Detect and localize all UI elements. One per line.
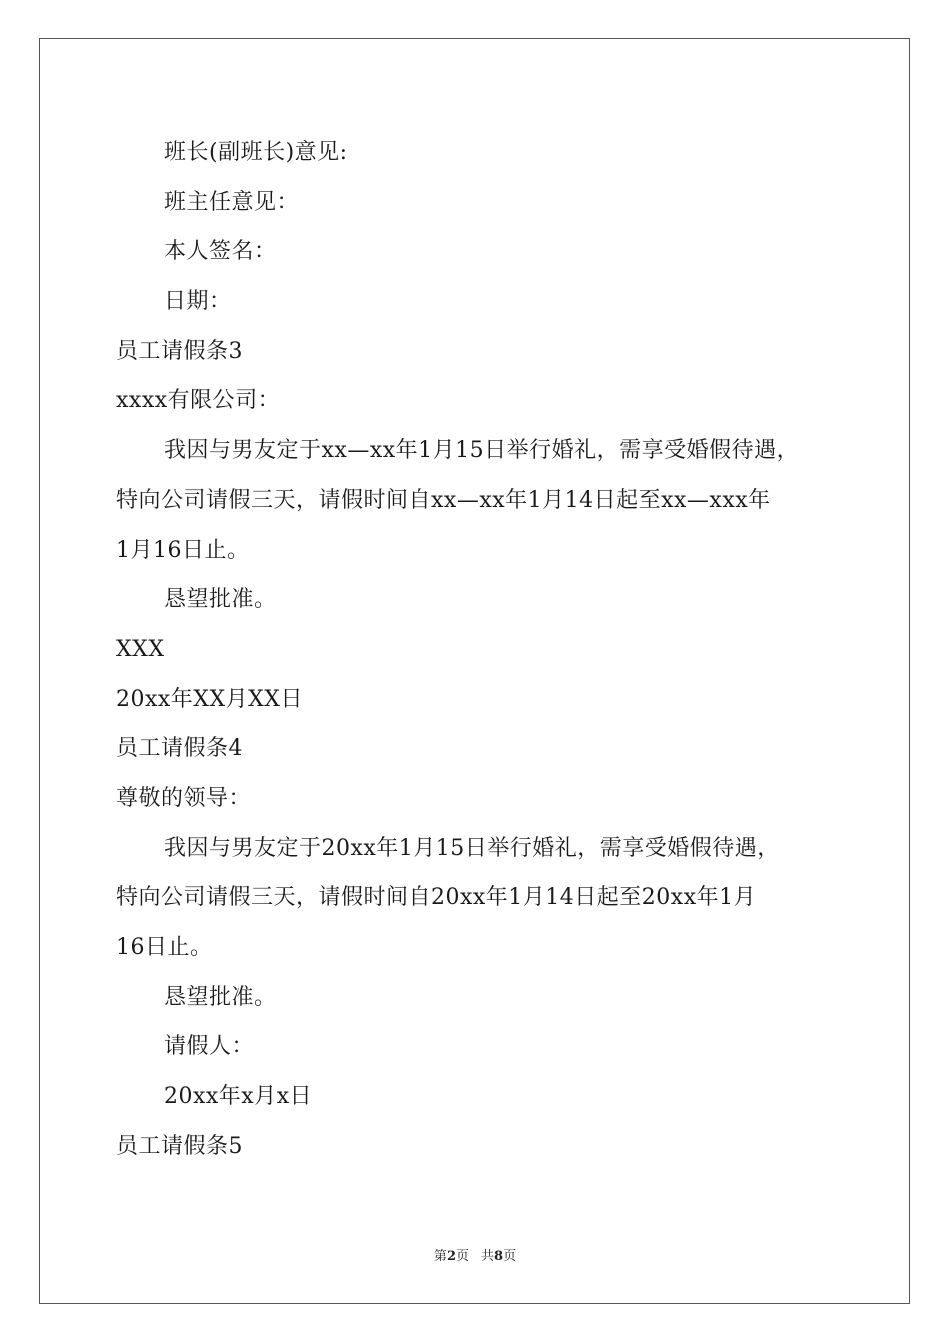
page-prefix: 第 [433, 1249, 447, 1264]
request-approval-line: 恳望批准。 [164, 587, 277, 613]
paragraph-line: 我因与男友定于xx—xx年1月15日举行婚礼，需享受婚假待遇， [164, 438, 800, 464]
paragraph-line: 1月16日止。 [116, 537, 250, 563]
monitor-opinion-line: 班长(副班长)意见: [164, 140, 348, 165]
current-page-number: 2 [446, 1249, 456, 1264]
page-footer [0, 1247, 950, 1267]
date-line: 日期： [164, 289, 232, 315]
document-body [116, 128, 856, 1171]
signature-line: 本人签名： [164, 239, 277, 265]
paragraph-line: 特向公司请假三天，请假时间自20xx年1月14日起至20xx年1月 [116, 885, 757, 911]
section-heading-3: 员工请假条3 [116, 338, 243, 364]
head-teacher-opinion-line: 班主任意见： [164, 189, 300, 215]
section-heading-4: 员工请假条4 [116, 736, 243, 762]
paragraph-line: 特向公司请假三天，请假时间自xx—xx年1月14日起至xx—xxx年 [116, 487, 771, 513]
salutation-leader: 尊敬的领导： [116, 785, 252, 811]
total-suffix: 页 [503, 1249, 517, 1264]
section-heading-5: 员工请假条5 [116, 1133, 243, 1159]
letter-date: 20xx年x月x日 [164, 1084, 313, 1110]
page-suffix: 页 [455, 1249, 469, 1264]
applicant-name: XXX [116, 636, 165, 662]
letter-date: 20xx年XX月XX日 [116, 686, 303, 712]
applicant-label: 请假人： [164, 1034, 255, 1060]
request-approval-line: 恳望批准。 [164, 984, 277, 1010]
paragraph-line: 16日止。 [116, 935, 213, 960]
total-prefix: 共 [481, 1249, 495, 1264]
paragraph-line: 我因与男友定于20xx年1月15日举行婚礼，需享受婚假待遇， [164, 835, 780, 861]
total-page-number: 8 [494, 1249, 504, 1264]
salutation-company: xxxx有限公司： [116, 388, 281, 414]
